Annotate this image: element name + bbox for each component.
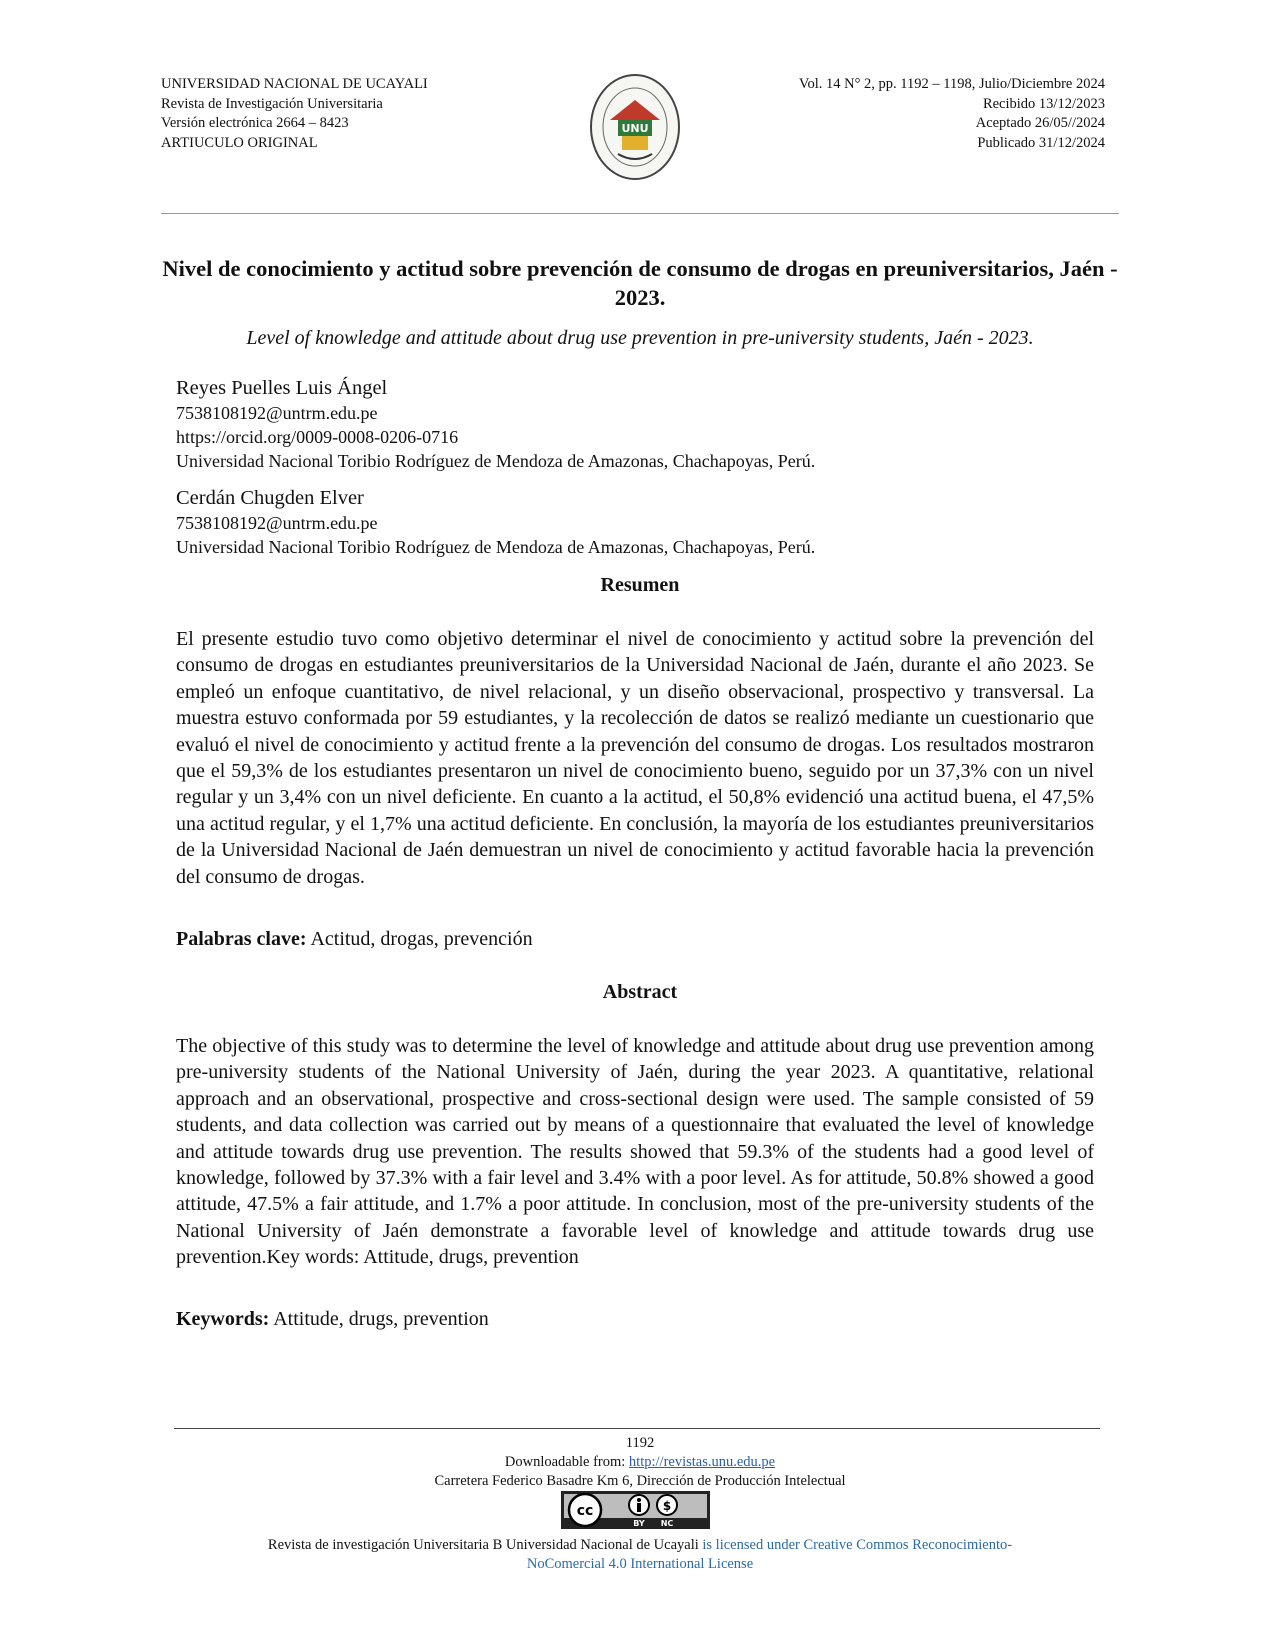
author-name: Cerdán Chugden Elver [176,487,364,509]
journal-name: Revista de Investigación Universitaria [161,95,383,112]
license-link[interactable]: is licensed under Creative Commos Reconocimiento- [698,1537,1013,1553]
university-seal-icon [588,72,682,182]
journal-header-right [799,75,1105,153]
header-divider [161,213,1119,214]
paper-title: Nivel de conocimiento y actitud sobre prevención de consumo de drogas en preuniversitarios, Jaén - 2023. [162,256,1118,310]
keywords-label: Keywords: [176,1308,270,1330]
footer-divider [174,1428,1100,1429]
article-type: ARTIUCULO ORIGINAL [161,134,318,151]
download-link[interactable]: http://revistas.unu.edu.pe [628,1454,776,1470]
license-link-continued[interactable]: NoComercial 4.0 International License [526,1556,754,1572]
volume-info: Vol. 14 N° 2, pp. 1192 – 1198, Julio/Diciembre 2024 [798,76,1105,92]
published-date: Publicado 31/12/2024 [977,134,1105,151]
author-2 [176,485,815,559]
license-line [161,1536,1119,1574]
issn-line: Versión electrónica 2664 – 8423 [161,115,349,131]
abstract-heading: Abstract [602,981,678,1003]
keywords-label: Palabras clave: [176,928,307,950]
author-affiliation: Universidad Nacional Toribio Rodríguez de Mendoza de Amazonas, Chachapoyas, Perú. [176,537,816,557]
keywords-english [176,1308,489,1331]
received-date: Recibido 13/12/2023 [982,95,1105,112]
author-orcid[interactable]: https://orcid.org/0009-0008-0206-0716 [176,427,459,447]
resumen-heading: Resumen [600,574,680,596]
resumen-body: El presente estudio tuvo como objetivo determinar el nivel de conocimiento y actitud sobre la prevención del consumo de drogas en estudiantes preuniversitarios de la Universidad Nacional de Jaén, durante el año 2023. Se empleó un enfoque cuantitativo, de nivel relacional, y un diseño observacional, prospectivo y transversal. La muestra estuvo conformada por 59 estudiantes, y la recolección de datos se realizó mediante un cuestionario que evaluó el nivel de conocimiento y actitud frente a la prevención del consumo de drogas. Los resultados mostraron que el 59,3% de los estudiantes presentaron un nivel de conocimiento bueno, seguido por un 37,3% con un nivel regular y un 3,4% con un nivel deficiente. En cuanto a la actitud, el 50,8% evidenció una actitud buena, el 47,5% una actitud regular, y el 1,7% una actitud deficiente. En conclusión, la mayoría de los estudiantes preuniversitarios de la Universidad Nacional de Jaén demuestran un nivel de conocimiento y actitud favorable hacia la prevención del consumo de drogas. [176,628,1094,888]
author-email[interactable]: 7538108192@untrm.edu.pe [176,513,378,533]
address-line: Carretera Federico Basadre Km 6, Dirección de Producción Intelectual [434,1473,846,1489]
by-label: BY [633,1519,645,1528]
author-email[interactable]: 7538108192@untrm.edu.pe [176,403,378,423]
license-prefix: Revista de investigación Universitaria B Universidad Nacional de Ucayali [267,1537,699,1553]
journal-header-left [161,75,428,153]
download-line [161,1453,1119,1472]
palabras-clave [176,928,533,951]
cc-label: cc [576,1503,594,1519]
page-number: 1192 [625,1435,655,1451]
author-1 [176,375,815,473]
paper-subtitle-english: Level of knowledge and attitude about drug use prevention in pre-university students, Jaén - 2023. [246,327,1034,349]
keywords-value: Actitud, drogas, prevención [310,928,533,950]
nc-label: NC [660,1519,674,1528]
cc-by-nc-icon[interactable] [561,1491,710,1529]
accepted-date: Aceptado 26/05//2024 [975,115,1105,131]
author-name: Reyes Puelles Luis Ángel [176,377,388,399]
author-affiliation: Universidad Nacional Toribio Rodríguez de Mendoza de Amazonas, Chachapoyas, Perú. [176,451,816,471]
keywords-value: Attitude, drugs, prevention [273,1308,489,1330]
abstract-body: The objective of this study was to determine the level of knowledge and attitude about drug use prevention among pre-university students of the National University of Jaén, during the year 2023. A quantitative, relational approach and an observational, prospective and cross-sectional design were used. The sample consisted of 59 students, and data collection was carried out by means of a questionnaire that evaluated the level of knowledge and attitude towards drug use prevention. The results showed that 59.3% of the students had a good level of knowledge, followed by 37.3% with a fair level and 3.4% with a poor level. As for attitude, 50.8% showed a good attitude, 47.5% a fair attitude, and 1.7% a poor attitude. In conclusion, most of the pre-university students of the National University of Jaén demonstrate a favorable level of knowledge and attitude towards drug use prevention.Key words: Attitude, drugs, prevention [176,1035,1094,1269]
download-label: Downloadable from: [504,1454,626,1470]
nc-symbol: $ [662,1499,672,1513]
university-name: UNIVERSIDAD NACIONAL DE UCAYALI [161,76,428,92]
seal-text: UNU [621,122,649,135]
